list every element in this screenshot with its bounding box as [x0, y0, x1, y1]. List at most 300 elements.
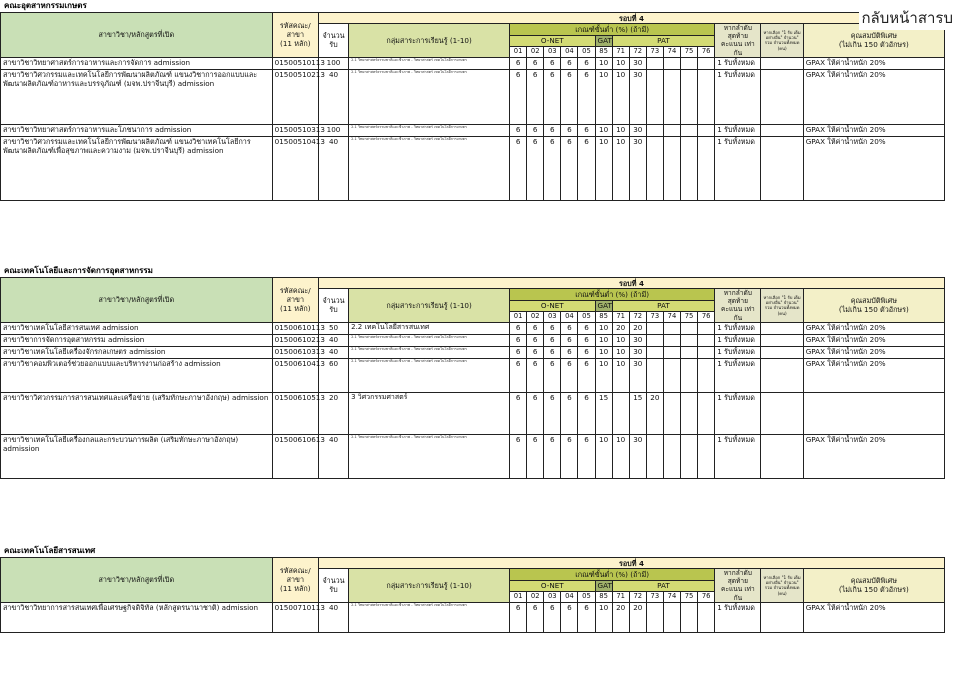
min-score: 30: [629, 124, 646, 136]
table-row: [1, 124, 945, 136]
section-title: คณะเทคโนโลยีและการจัดการอุตสาหกรรม: [4, 266, 153, 275]
seat-count: 100: [318, 57, 348, 69]
min-score: [698, 392, 715, 434]
min-score: [698, 57, 715, 69]
min-score: 6: [510, 69, 527, 124]
header-gat: GAT: [595, 301, 612, 312]
program-code: 01500510213: [272, 69, 318, 124]
header-subject-code: 03: [544, 46, 561, 57]
admission-table: [0, 277, 945, 479]
min-score: 10: [612, 358, 629, 392]
min-score: 6: [527, 602, 544, 632]
min-score: 6: [527, 124, 544, 136]
min-score: 6: [510, 334, 527, 346]
min-score: [663, 334, 680, 346]
rank-rule: 1 รับทั้งหมด: [715, 322, 761, 334]
min-score: 6: [544, 136, 561, 200]
header-pat: PAT: [612, 36, 715, 47]
section-title: คณะเทคโนโลยีสารสนเทศ: [4, 546, 96, 555]
min-score: 6: [561, 434, 578, 478]
header-subject-code: 76: [698, 311, 715, 322]
min-score: 10: [595, 136, 612, 200]
min-score: [698, 358, 715, 392]
min-score: 30: [629, 69, 646, 124]
header-subject-code: 02: [527, 311, 544, 322]
note-cell: [761, 358, 803, 392]
min-score: 6: [527, 346, 544, 358]
program-name: สาขาวิชาเทคโนโลยีเครื่องกลและกระบวนการผลิต (เสริมทักษะภาษาอังกฤษ) admission: [1, 434, 273, 478]
header-special: คุณสมบัติพิเศษ (ไม่เกิน 150 ตัวอักษร): [803, 24, 944, 58]
min-score: 30: [629, 434, 646, 478]
subject-group: 2.1 วิทยาศาสตร์ธรรมชาติและชีวภาพ - วิทยาศาสตร์ เทคโนโลยีการเกษตร: [349, 358, 510, 392]
special-qualification: GPAX ให้ค่าน้ำหนัก 20%: [803, 322, 944, 334]
header-subject-code: 75: [681, 311, 698, 322]
note-cell: [761, 57, 803, 69]
header-rank: หากลำดับ สุดท้าย คะแนน เท่ากัน: [715, 569, 761, 603]
header-criteria: เกณฑ์ขั้นต่ำ (%) (ถ้ามี): [510, 24, 715, 36]
table-row: [1, 346, 945, 358]
header-round: รอบที่ 4: [318, 278, 944, 289]
header-criteria: เกณฑ์ขั้นต่ำ (%) (ถ้ามี): [510, 569, 715, 581]
min-score: [681, 57, 698, 69]
header-subject-code: 85: [595, 46, 612, 57]
header-subject-code: 05: [578, 46, 595, 57]
header-onet: O-NET: [510, 581, 595, 592]
min-score: 10: [595, 434, 612, 478]
special-qualification: GPAX ให้ค่าน้ำหนัก 20%: [803, 124, 944, 136]
program-code: 01500610613: [272, 434, 318, 478]
header-program: สาขาวิชา/หลักสูตรที่เปิด: [1, 558, 273, 603]
subject-group: 2.1 วิทยาศาสตร์ธรรมชาติและชีวภาพ - วิทยาศาสตร์ เทคโนโลยีการเกษตร: [349, 334, 510, 346]
program-code: 01500710113: [272, 602, 318, 632]
subject-group: 2.2 เทคโนโลยีสารสนเทศ: [349, 322, 510, 334]
min-score: 6: [578, 602, 595, 632]
header-group: กลุ่มสาระการเรียนรู้ (1-10): [349, 289, 510, 323]
rank-rule: 1 รับทั้งหมด: [715, 602, 761, 632]
min-score: 6: [578, 57, 595, 69]
program-code: 01500510313: [272, 124, 318, 136]
rank-rule: 1 รับทั้งหมด: [715, 346, 761, 358]
header-subject-code: 04: [561, 591, 578, 602]
seat-count: 40: [318, 346, 348, 358]
min-score: 10: [612, 124, 629, 136]
min-score: 6: [510, 392, 527, 434]
special-qualification: GPAX ให้ค่าน้ำหนัก 20%: [803, 434, 944, 478]
rank-rule: 1 รับทั้งหมด: [715, 57, 761, 69]
special-qualification: GPAX ให้ค่าน้ำหนัก 20%: [803, 69, 944, 124]
rank-rule: 1 รับทั้งหมด: [715, 136, 761, 200]
min-score: 20: [612, 322, 629, 334]
rank-rule: 1 รับทั้งหมด: [715, 69, 761, 124]
min-score: [612, 392, 629, 434]
special-qualification: GPAX ให้ค่าน้ำหนัก 20%: [803, 334, 944, 346]
header-subject-code: 73: [646, 591, 663, 602]
header-seats: จำนวนรับ: [318, 569, 348, 603]
min-score: 6: [578, 69, 595, 124]
min-score: 6: [544, 124, 561, 136]
min-score: [663, 392, 680, 434]
min-score: [681, 69, 698, 124]
program-code: 01500610213: [272, 334, 318, 346]
header-subject-code: 85: [595, 311, 612, 322]
note-cell: [761, 434, 803, 478]
table-row: [1, 322, 945, 334]
min-score: 6: [578, 392, 595, 434]
min-score: 6: [527, 392, 544, 434]
header-subject-code: 75: [681, 46, 698, 57]
min-score: 6: [578, 322, 595, 334]
header-special: คุณสมบัติพิเศษ (ไม่เกิน 150 ตัวอักษร): [803, 289, 944, 323]
header-subject-code: 02: [527, 46, 544, 57]
header-rank: หากลำดับ สุดท้าย คะแนน เท่ากัน: [715, 289, 761, 323]
min-score: 20: [646, 392, 663, 434]
min-score: [681, 334, 698, 346]
header-subject-code: 75: [681, 591, 698, 602]
note-cell: [761, 334, 803, 346]
min-score: 10: [612, 69, 629, 124]
header-subject-code: 71: [612, 311, 629, 322]
min-score: 6: [510, 57, 527, 69]
header-pat: PAT: [612, 301, 715, 312]
program-code: 01500610513: [272, 392, 318, 434]
program-name: สาขาวิชาเทคโนโลยีสารสนเทศ admission: [1, 322, 273, 334]
min-score: [681, 346, 698, 358]
header-subject-code: 72: [629, 311, 646, 322]
program-code: 01500510113: [272, 57, 318, 69]
min-score: 6: [527, 57, 544, 69]
min-score: 15: [595, 392, 612, 434]
program-code: 01500510413: [272, 136, 318, 200]
min-score: 6: [561, 602, 578, 632]
min-score: [663, 346, 680, 358]
header-subject-code: 85: [595, 591, 612, 602]
header-subject-code: 01: [510, 46, 527, 57]
admission-table: [0, 557, 945, 633]
subject-group: 2.1 วิทยาศาสตร์ธรรมชาติและชีวภาพ - วิทยาศาสตร์ เทคโนโลยีการเกษตร: [349, 346, 510, 358]
min-score: 6: [527, 434, 544, 478]
min-score: [681, 358, 698, 392]
min-score: 20: [629, 602, 646, 632]
min-score: [646, 346, 663, 358]
program-name: สาขาวิชาวิศวกรรมการสารสนเทศและเครือข่าย (เสริมทักษะภาษาอังกฤษ) admission: [1, 392, 273, 434]
min-score: [698, 334, 715, 346]
min-score: [698, 69, 715, 124]
seat-count: 60: [318, 358, 348, 392]
min-score: [681, 124, 698, 136]
header-subject-code: 03: [544, 591, 561, 602]
min-score: 6: [561, 392, 578, 434]
admission-table: [0, 12, 945, 201]
min-score: 6: [561, 322, 578, 334]
section-industrial-technology: [0, 265, 949, 479]
note-cell: [761, 124, 803, 136]
note-cell: [761, 392, 803, 434]
min-score: 6: [561, 124, 578, 136]
min-score: 6: [527, 69, 544, 124]
min-score: 6: [544, 322, 561, 334]
table-row: [1, 57, 945, 69]
min-score: 10: [595, 124, 612, 136]
seat-count: 40: [318, 136, 348, 200]
program-name: สาขาวิชาวิศวกรรมและเทคโนโลยีการพัฒนาผลิตภัณฑ์ แขนงวิชาการออกแบบและพัฒนาผลิตภัณฑ์อาหารและบรรจุภัณฑ์ (มจพ.ปราจีนบุรี) admission: [1, 69, 273, 124]
min-score: 10: [595, 346, 612, 358]
header-subject-code: 01: [510, 591, 527, 602]
min-score: [646, 334, 663, 346]
special-qualification: GPAX ให้ค่าน้ำหนัก 20%: [803, 602, 944, 632]
header-subject-code: 73: [646, 46, 663, 57]
header-rank: หากลำดับ สุดท้าย คะแนน เท่ากัน: [715, 24, 761, 58]
program-name: สาขาวิชาวิทยาการสารสนเทศเพื่อเศรษฐกิจดิจิทัล (หลักสูตรนานาชาติ) admission: [1, 602, 273, 632]
min-score: [698, 602, 715, 632]
special-qualification: [803, 392, 944, 434]
min-score: 10: [595, 69, 612, 124]
section-title: คณะอุตสาหกรรมเกษตร: [4, 1, 87, 10]
min-score: 6: [544, 358, 561, 392]
header-subject-code: 76: [698, 46, 715, 57]
header-note: หากเลือก "1 รับ เต็มอย่างอื่น" จำนวน" รวม จำนวนทั้งหมด (คน): [761, 24, 803, 58]
min-score: 10: [612, 334, 629, 346]
min-score: [663, 124, 680, 136]
min-score: [698, 434, 715, 478]
special-qualification: GPAX ให้ค่าน้ำหนัก 20%: [803, 358, 944, 392]
min-score: 10: [612, 434, 629, 478]
min-score: [698, 136, 715, 200]
min-score: [646, 136, 663, 200]
seat-count: 40: [318, 434, 348, 478]
rank-rule: 1 รับทั้งหมด: [715, 392, 761, 434]
header-subject-code: 73: [646, 311, 663, 322]
min-score: 6: [527, 358, 544, 392]
min-score: 30: [629, 334, 646, 346]
special-qualification: GPAX ให้ค่าน้ำหนัก 20%: [803, 346, 944, 358]
min-score: 6: [510, 136, 527, 200]
min-score: 6: [510, 346, 527, 358]
back-to-contents-link[interactable]: กลับหน้าสารบ: [859, 6, 955, 30]
header-special: คุณสมบัติพิเศษ (ไม่เกิน 150 ตัวอักษร): [803, 569, 944, 603]
header-onet: O-NET: [510, 36, 595, 47]
min-score: 6: [544, 434, 561, 478]
header-note: หากเลือก "1 รับ เต็มอย่างอื่น" จำนวน" รวม จำนวนทั้งหมด (คน): [761, 569, 803, 603]
min-score: 10: [612, 57, 629, 69]
seat-count: 20: [318, 392, 348, 434]
min-score: 10: [595, 322, 612, 334]
min-score: [646, 602, 663, 632]
min-score: [646, 69, 663, 124]
min-score: 6: [544, 392, 561, 434]
table-row: [1, 434, 945, 478]
subject-group: 2.1 วิทยาศาสตร์ธรรมชาติและชีวภาพ - วิทยาศาสตร์ เทคโนโลยีการเกษตร: [349, 69, 510, 124]
program-name: สาขาวิชาเทคโนโลยีเครื่องจักรกลเกษตร admission: [1, 346, 273, 358]
program-code: 01500610113: [272, 322, 318, 334]
min-score: 20: [629, 322, 646, 334]
min-score: [681, 434, 698, 478]
program-name: สาขาวิชาวิทยาศาสตร์การอาหารและการจัดการ admission: [1, 57, 273, 69]
table-row: [1, 392, 945, 434]
note-cell: [761, 346, 803, 358]
min-score: 6: [527, 136, 544, 200]
min-score: 6: [561, 57, 578, 69]
header-round: รอบที่ 4: [318, 13, 944, 24]
note-cell: [761, 322, 803, 334]
min-score: [681, 322, 698, 334]
min-score: 15: [629, 392, 646, 434]
min-score: 6: [578, 358, 595, 392]
min-score: 6: [578, 124, 595, 136]
min-score: 6: [561, 358, 578, 392]
header-subject-code: 04: [561, 311, 578, 322]
program-code: 01500610413: [272, 358, 318, 392]
min-score: 6: [510, 124, 527, 136]
header-subject-code: 05: [578, 311, 595, 322]
header-subject-code: 71: [612, 591, 629, 602]
min-score: [663, 57, 680, 69]
min-score: 30: [629, 57, 646, 69]
min-score: 10: [612, 136, 629, 200]
min-score: 6: [578, 136, 595, 200]
section-agro-industry: [0, 0, 949, 201]
header-subject-code: 74: [663, 311, 680, 322]
header-group: กลุ่มสาระการเรียนรู้ (1-10): [349, 569, 510, 603]
program-name: สาขาวิชาคอมพิวเตอร์ช่วยออกแบบและบริหารงานก่อสร้าง admission: [1, 358, 273, 392]
subject-group: 2.1 วิทยาศาสตร์ธรรมชาติและชีวภาพ - วิทยาศาสตร์ เทคโนโลยีการเกษตร: [349, 57, 510, 69]
header-code: รหัสคณะ/ สาขา (11 หลัก): [272, 13, 318, 58]
min-score: 6: [510, 602, 527, 632]
min-score: 6: [510, 322, 527, 334]
header-subject-code: 74: [663, 46, 680, 57]
min-score: [663, 322, 680, 334]
min-score: 6: [578, 434, 595, 478]
rank-rule: 1 รับทั้งหมด: [715, 434, 761, 478]
table-row: [1, 334, 945, 346]
subject-group: 2.1 วิทยาศาสตร์ธรรมชาติและชีวภาพ - วิทยาศาสตร์ เทคโนโลยีการเกษตร: [349, 434, 510, 478]
min-score: [663, 434, 680, 478]
min-score: 10: [595, 358, 612, 392]
table-row: [1, 69, 945, 124]
header-note: หากเลือก "1 รับ เต็มอย่างอื่น" จำนวน" รวม จำนวนทั้งหมด (คน): [761, 289, 803, 323]
seat-count: 40: [318, 334, 348, 346]
min-score: 6: [527, 334, 544, 346]
header-subject-code: 71: [612, 46, 629, 57]
min-score: [698, 124, 715, 136]
table-row: [1, 602, 945, 632]
header-gat: GAT: [595, 581, 612, 592]
min-score: 6: [510, 434, 527, 478]
min-score: 6: [561, 136, 578, 200]
header-onet: O-NET: [510, 301, 595, 312]
subject-group: 3 วิศวกรรมศาสตร์: [349, 392, 510, 434]
seat-count: 40: [318, 69, 348, 124]
seat-count: 100: [318, 124, 348, 136]
min-score: [698, 322, 715, 334]
subject-group: 2.1 วิทยาศาสตร์ธรรมชาติและชีวภาพ - วิทยาศาสตร์ เทคโนโลยีการเกษตร: [349, 602, 510, 632]
min-score: 6: [578, 334, 595, 346]
min-score: [681, 392, 698, 434]
header-subject-code: 04: [561, 46, 578, 57]
min-score: 10: [595, 57, 612, 69]
special-qualification: GPAX ให้ค่าน้ำหนัก 20%: [803, 136, 944, 200]
min-score: 6: [561, 69, 578, 124]
min-score: 20: [612, 602, 629, 632]
min-score: [681, 602, 698, 632]
header-subject-code: 74: [663, 591, 680, 602]
header-subject-code: 05: [578, 591, 595, 602]
min-score: 10: [612, 346, 629, 358]
header-seats: จำนวนรับ: [318, 289, 348, 323]
min-score: [663, 69, 680, 124]
header-round: รอบที่ 4: [318, 558, 944, 569]
program-name: สาขาวิชาการจัดการอุตสาหกรรม admission: [1, 334, 273, 346]
min-score: [646, 322, 663, 334]
min-score: 6: [544, 69, 561, 124]
min-score: 6: [544, 602, 561, 632]
program-name: สาขาวิชาวิทยาศาสตร์การอาหารและโภชนาการ admission: [1, 124, 273, 136]
min-score: [663, 136, 680, 200]
header-subject-code: 76: [698, 591, 715, 602]
header-subject-code: 02: [527, 591, 544, 602]
header-code: รหัสคณะ/ สาขา (11 หลัก): [272, 558, 318, 603]
section-information-technology: [0, 545, 949, 633]
min-score: [681, 136, 698, 200]
header-subject-code: 01: [510, 311, 527, 322]
note-cell: [761, 602, 803, 632]
min-score: [646, 57, 663, 69]
header-program: สาขาวิชา/หลักสูตรที่เปิด: [1, 13, 273, 58]
note-cell: [761, 136, 803, 200]
min-score: 10: [595, 602, 612, 632]
seat-count: 50: [318, 322, 348, 334]
table-row: [1, 136, 945, 200]
min-score: [646, 434, 663, 478]
header-program: สาขาวิชา/หลักสูตรที่เปิด: [1, 278, 273, 323]
min-score: 6: [561, 334, 578, 346]
header-subject-code: 72: [629, 46, 646, 57]
min-score: 10: [595, 334, 612, 346]
subject-group: 2.1 วิทยาศาสตร์ธรรมชาติและชีวภาพ - วิทยาศาสตร์ เทคโนโลยีการเกษตร: [349, 124, 510, 136]
header-subject-code: 72: [629, 591, 646, 602]
min-score: 6: [578, 346, 595, 358]
min-score: [698, 346, 715, 358]
min-score: [663, 358, 680, 392]
header-group: กลุ่มสาระการเรียนรู้ (1-10): [349, 24, 510, 58]
min-score: 6: [527, 322, 544, 334]
min-score: 6: [544, 334, 561, 346]
min-score: [646, 124, 663, 136]
min-score: 30: [629, 358, 646, 392]
min-score: 30: [629, 136, 646, 200]
program-name: สาขาวิชาวิศวกรรมและเทคโนโลยีการพัฒนาผลิตภัณฑ์ แขนงวิชาเทคโนโลยีการพัฒนาผลิตภัณฑ์เพื่อสุขภาพและความงาม (มจพ.ปราจีนบุรี) admission: [1, 136, 273, 200]
seat-count: 40: [318, 602, 348, 632]
min-score: 30: [629, 346, 646, 358]
program-code: 01500610313: [272, 346, 318, 358]
header-code: รหัสคณะ/ สาขา (11 หลัก): [272, 278, 318, 323]
table-row: [1, 358, 945, 392]
rank-rule: 1 รับทั้งหมด: [715, 358, 761, 392]
min-score: [646, 358, 663, 392]
rank-rule: 1 รับทั้งหมด: [715, 334, 761, 346]
min-score: 6: [544, 346, 561, 358]
subject-group: 2.1 วิทยาศาสตร์ธรรมชาติและชีวภาพ - วิทยาศาสตร์ เทคโนโลยีการเกษตร: [349, 136, 510, 200]
header-pat: PAT: [612, 581, 715, 592]
header-criteria: เกณฑ์ขั้นต่ำ (%) (ถ้ามี): [510, 289, 715, 301]
min-score: 6: [510, 358, 527, 392]
header-gat: GAT: [595, 36, 612, 47]
rank-rule: 1 รับทั้งหมด: [715, 124, 761, 136]
min-score: [663, 602, 680, 632]
min-score: 6: [561, 346, 578, 358]
note-cell: [761, 69, 803, 124]
header-subject-code: 03: [544, 311, 561, 322]
special-qualification: GPAX ให้ค่าน้ำหนัก 20%: [803, 57, 944, 69]
